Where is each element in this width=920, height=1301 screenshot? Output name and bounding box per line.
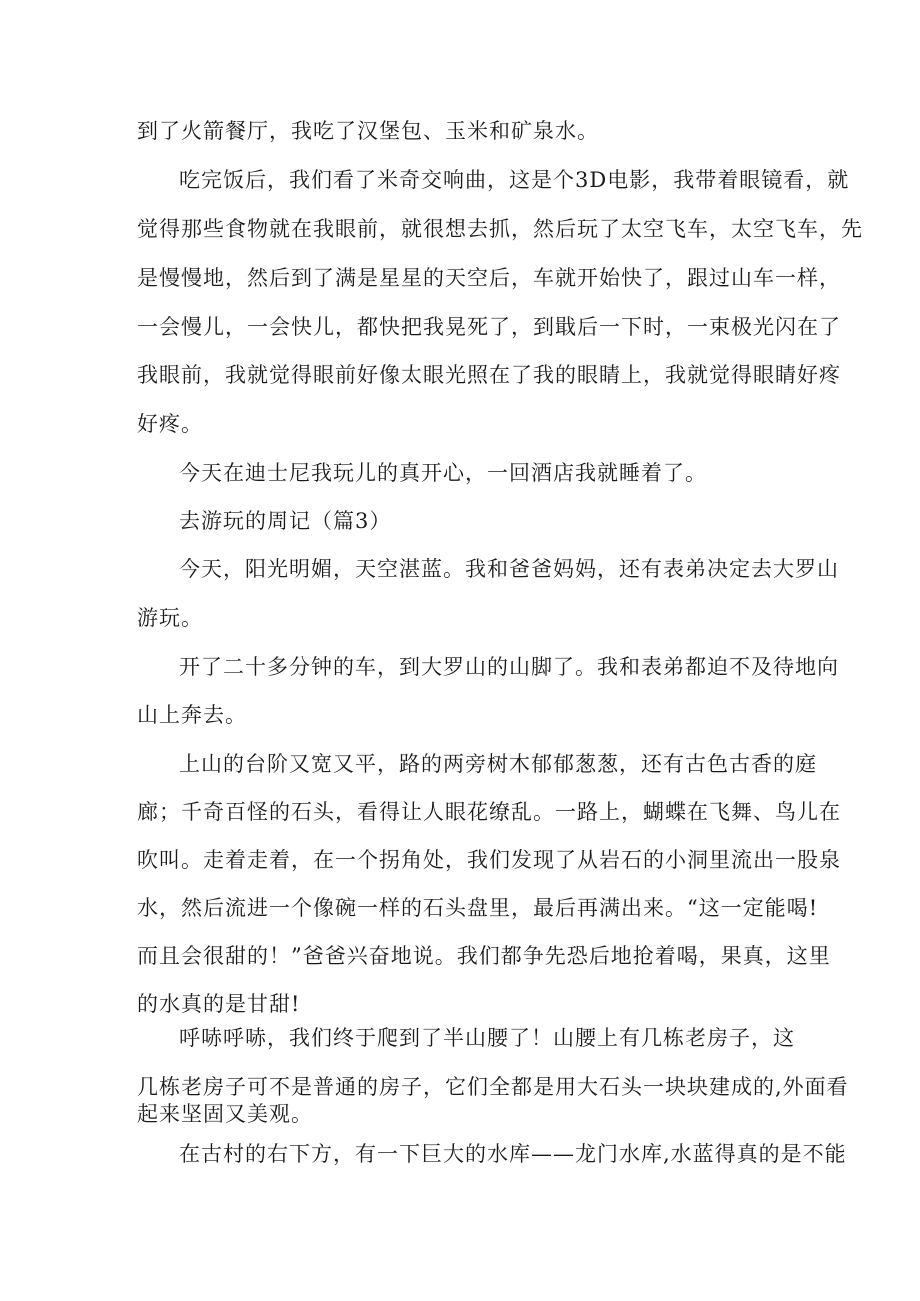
- section-heading: 去游玩的周记（篇3）: [179, 509, 392, 533]
- text-line: 的水真的是甘甜!: [137, 992, 301, 1016]
- text-line: 是慢慢地，然后到了满是星星的天空后，车就开始快了，跟过山车一样，: [137, 266, 841, 290]
- text-line: 上山的台阶又宽又平，路的两旁树木郁郁葱葱，还有古色古香的庭: [179, 752, 817, 776]
- text-line: 游玩。: [137, 606, 203, 630]
- text-line: 今天在迪士尼我玩儿的真开心，一回酒店我就睡着了。: [179, 461, 707, 485]
- text-line: 我眼前，我就觉得眼前好像太眼光照在了我的眼睛上，我就觉得眼睛好疼: [137, 363, 841, 387]
- text-line: 一会慢儿，一会快儿，都快把我晃死了，到戢后一下时，一束极光闪在了: [137, 315, 841, 339]
- text-line: 到了火箭餐厅，我吃了汉堡包、玉米和矿泉水。: [137, 119, 599, 143]
- text-line: 几栋老房子可不是普通的房子，它们全都是用大石头一块块建成的,外面看: [137, 1075, 849, 1099]
- text-line: 觉得那些食物就在我眼前，就很想去抓，然后玩了太空飞车，太空飞车，先: [137, 217, 863, 241]
- text-line: 而且会很甜的！”爸爸兴奋地说。我们都争先恐后地抢着喝，果真，这里: [137, 944, 831, 968]
- text-line: 起来坚固又美观。: [137, 1102, 313, 1126]
- text-line: 开了二十多分钟的车，到大罗山的山脚了。我和表弟都迫不及待地向: [179, 655, 839, 679]
- text-line: 吹叫。走着走着，在一个拐角处，我们发现了从岩石的小洞里流出一股泉: [137, 848, 841, 872]
- text-line: 今天，阳光明媚，天空湛蓝。我和爸爸妈妈，还有表弟决定去大罗山: [179, 557, 839, 581]
- text-line: 在古村的右下方，有一下巨大的水库——龙门水库,水蓝得真的是不能: [179, 1142, 847, 1166]
- text-line: 好疼。: [137, 412, 203, 436]
- text-line: 吃完饭后，我们看了米奇交响曲，这是个3D电影，我带着眼镜看，就: [179, 168, 850, 192]
- text-line: 呼哧呼哧，我们终于爬到了半山腰了！山腰上有几栋老房子，这: [179, 1026, 795, 1050]
- text-line: 廊；千奇百怪的石头，看得让人眼花缭乱。一路上，蝴蝶在飞舞、鸟儿在: [137, 800, 841, 824]
- text-line: 水，然后流进一个像碗一样的石头盘里，最后再满出来。“这一定能喝!: [137, 896, 819, 920]
- text-line: 山上奔去。: [137, 703, 247, 727]
